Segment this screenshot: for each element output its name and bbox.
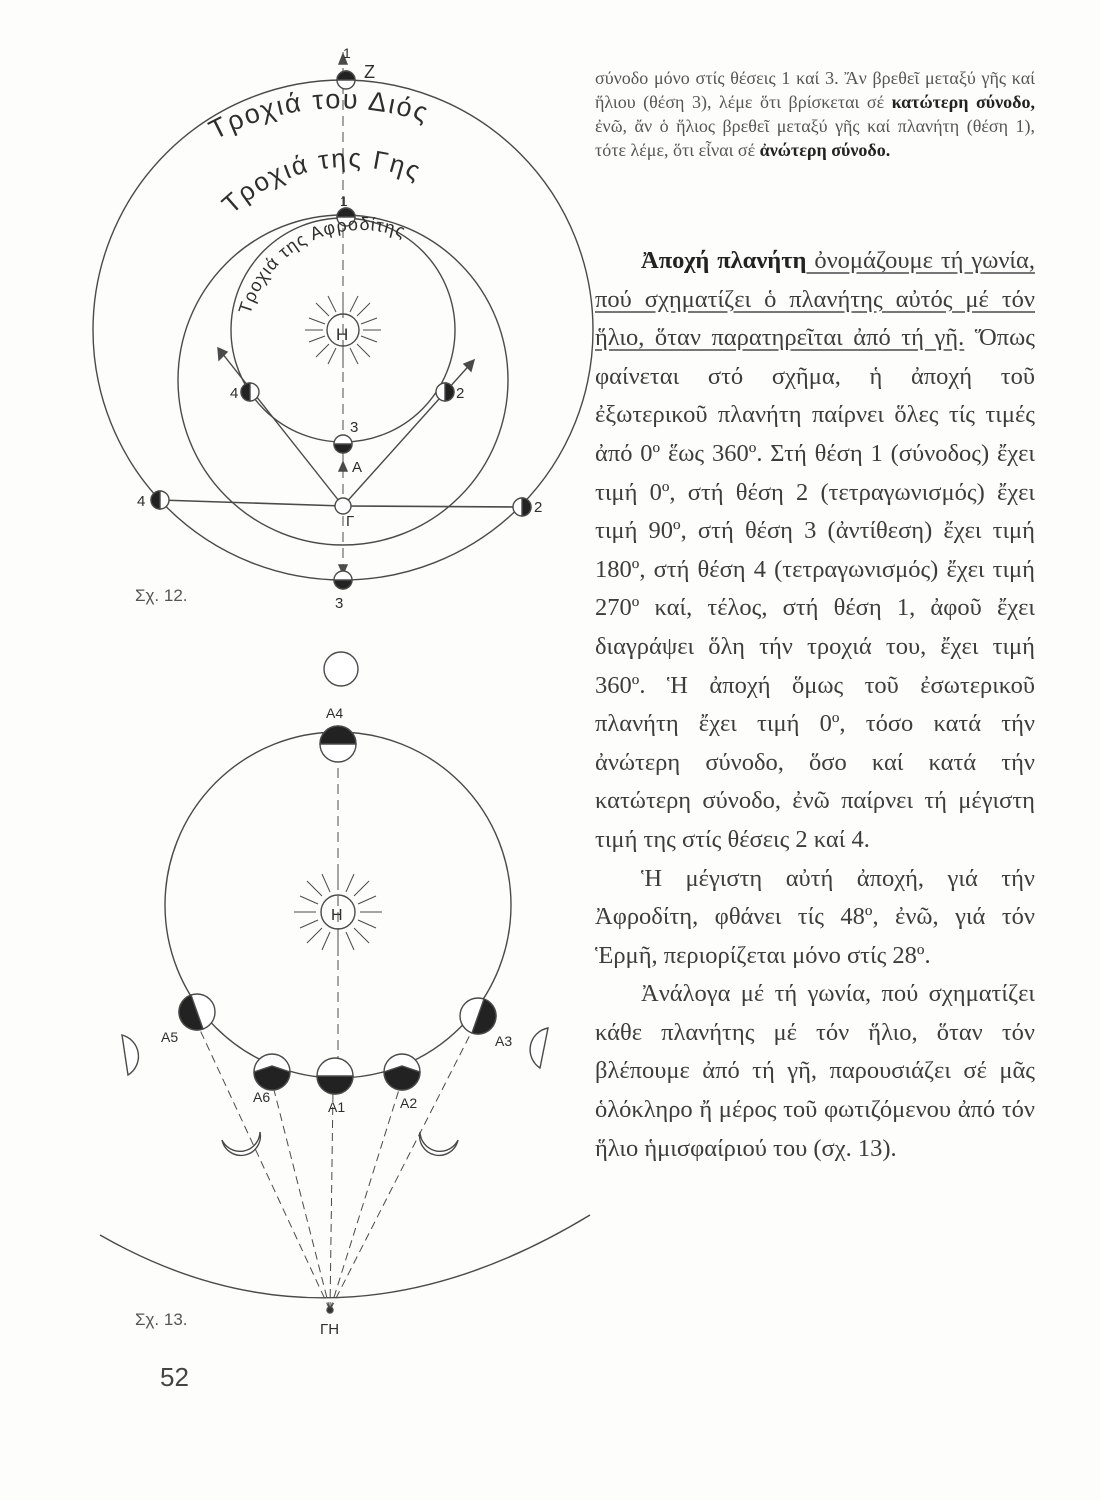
figure-13-labels [161,705,512,1338]
position-1-top: 1 [343,45,351,61]
label-a6: Α6 [253,1089,271,1105]
label-a5: Α5 [161,1029,179,1045]
line-earth-to-venus4 [218,348,343,506]
earth-orbit-label: Τροχιά της Γης [215,142,427,220]
position-4-inner: 4 [230,385,239,402]
elongation-explanation: Ὅπως φαίνεται στό σχῆμα, ἡ ἀποχή τοῦ ἐξωτερικοῦ πλανήτη παίρνει ὅλες τίς τιμές ἀπό 0º ἕως 360º. Στή θέση 1 (σύνοδος) ἔχει τιμή 0º, στή θέση 2 (τετραγωνισμός) ἔχει τιμή 90º, στή θέση 3 (ἀντίθεση) ἔχει τιμή 180º, στή θέση 4 (τετραγωνισμός) ἔχει τιμή 270º καί, τέλος, στή θέση 1, ἀφοῦ ἔχει διαγράψει ὅλη τήν τροχιά του, ἔχει τιμή 360º. Ἡ ἀποχή ὅμως τοῦ ἐσωτερικοῦ πλανήτη ἔχει τιμή 0º, τόσο κατά τήν ἀνώτερη σύνοδο, ὅσο καί κατά τήν κατώτερη σύνοδο, ἐνῶ παίρνει τή μέγιστη τιμή της στίς θέσεις 2 καί 4. [595,324,1035,853]
a-label: Α [352,459,363,476]
venus-orbit-label: Τροχιά της Αφροδίτης [234,213,409,317]
para1-bold-upper: ἀνώτερη σύνοδο. [759,140,891,160]
figure-13 [100,652,590,1313]
position-4-outer: 4 [137,493,146,510]
paragraph-phases: Ἀνάλογα μέ τή γωνία, πού σχηματίζει κάθε πλανήτης μέ τόν ἥλιο, ὅταν τόν βλέπουμε ἀπό τή γῆ, παρουσιάζει σέ μᾶς ὁλόκληρο ἤ μέρος τοῦ φωτιζόμενου ἀπό τόν ἥλιο ἡμισφαίριού του (σχ. 13). [595,980,1035,1162]
position-2-outer: 2 [534,499,543,516]
para1-bold-lower: κατώτερη σύνοδο, [891,92,1035,112]
jupiter-orbit-label: Τροχιά του Διός [204,84,434,146]
label-a4: Α4 [326,705,344,721]
figure-12 [93,52,593,589]
elongation-term: Ἀποχή πλανήτη [641,247,807,274]
position-3-outer: 3 [335,595,344,612]
earth-label: Γ [346,513,355,530]
phase-icons [122,652,548,1313]
figure-13-caption: Σχ. 13. [135,1310,188,1329]
para1-text-a: σύνοδο μόνο στίς θέσεις 1 καί 3. Ἄν βρεθεῖ μεταξύ γῆς καί ἥλιου (θέση 3), λέμε ὅτι βρίσκεται σέ [595,68,1035,112]
main-text [595,242,1035,1168]
elongation-definition: ὀνομάζουμε τή γωνία, πού σχηματίζει ὁ πλανήτης αὐτός μέ τόν ἥλιο, ὅταν παρατηρεῖται ἀπό τή γῆ. [595,247,1035,352]
svg-text:Τροχιά της Αφροδίτης [235,214,409,316]
figure-12-caption: Σχ. 12. [135,586,188,605]
zenith-label: Z [364,62,375,82]
page-number: 52 [160,1362,189,1392]
svg-text:Τροχιά του Διός [204,84,433,145]
label-a3: Α3 [495,1033,513,1049]
line-earth-to-4 [160,500,343,506]
svg-text:Τροχιά της Γης [216,143,426,220]
paragraph-synodos [595,66,1035,162]
figure-12-labels [137,45,542,612]
label-a2: Α2 [400,1095,418,1111]
earth-orbit-arc [100,1215,590,1298]
position-3-inner: 3 [350,419,359,436]
label-a1: Α1 [328,1099,346,1115]
paragraph-max-elongation: Ἡ μέγιστη αὐτή ἀποχή, γιά τήν Ἀφροδίτη, φθάνει τίς 48º, ἐνῶ, γιά τόν Ἑρμῆ, περιορίζεται μόνο στίς 28º. [595,864,1035,969]
line-earth-to-venus2 [343,360,474,506]
sun-label-13: Η [331,907,343,924]
para1-text-c: ἐνῶ, ἄν ὁ ἥλιος βρεθεῖ μεταξύ γῆς καί πλανήτη (θέση 1), τότε λέμε, ὅτι εἶναι σέ [595,116,1035,160]
line-earth-to-2 [343,506,522,507]
sun-label: Η [336,325,349,344]
earth-label-13: ΓΗ [320,1321,340,1338]
position-1-earth-orbit: 1 [340,193,348,209]
position-2-inner: 2 [456,385,465,402]
